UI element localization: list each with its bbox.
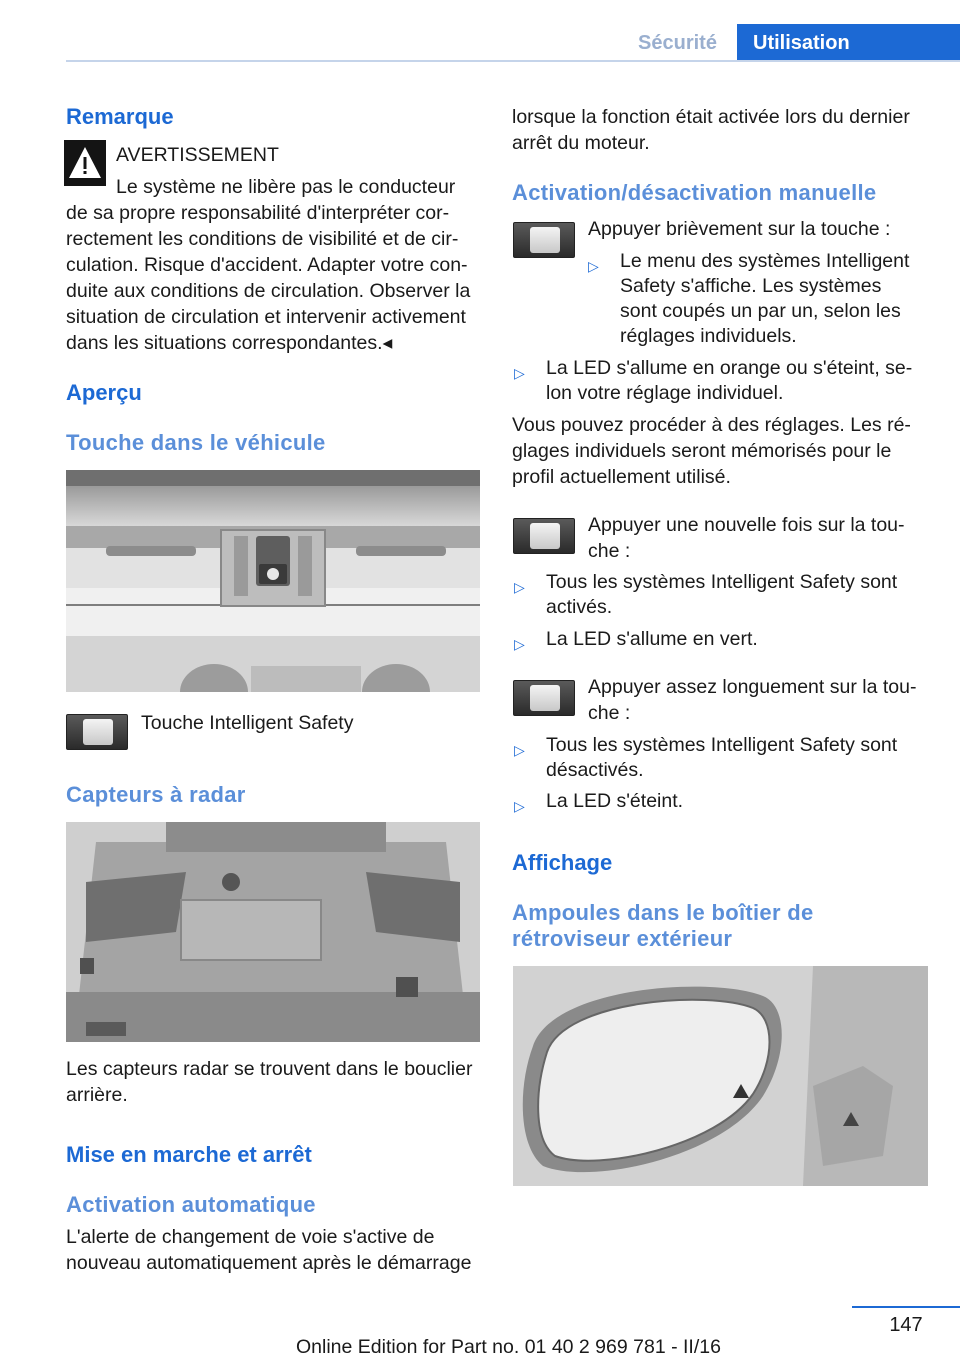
apercu-heading: Aperçu xyxy=(66,380,142,405)
tab-securite[interactable]: Sécurité xyxy=(638,32,717,54)
press-again-text: Appuyer une nouvelle fois sur la tou‐ che : xyxy=(588,514,905,562)
edition-text: Online Edition for Part no. 01 40 2 969 781 - II/16 xyxy=(296,1336,721,1358)
dashboard-vent-image xyxy=(66,470,480,692)
warning-triangle-icon xyxy=(64,140,106,186)
remarque-heading: Remarque xyxy=(66,104,174,129)
mise-heading: Mise en marche et arrêt xyxy=(66,1142,312,1167)
activation-auto-text: L'alerte de changement de voie s'active de nouveau automatiquement après le démarrage xyxy=(66,1226,472,1274)
touche-heading: Touche dans le véhicule xyxy=(66,430,326,455)
press-short-text: Appuyer brièvement sur la touche : xyxy=(588,218,891,240)
bullet-triangle-icon: ▷ xyxy=(514,636,525,652)
touche-caption: Touche Intelligent Safety xyxy=(141,712,354,734)
car-rear-radar-image xyxy=(66,822,480,1042)
ampoules-heading: Ampoules dans le boîtier de rétroviseur extérieur xyxy=(512,900,814,951)
intelligent-safety-button-icon xyxy=(513,222,575,258)
tab-utilisation[interactable]: Utilisation xyxy=(737,24,960,62)
side-mirror-image xyxy=(513,966,928,1186)
warning-text: de sa propre responsabilité d'interpréter cor‐ rectement les conditions de visibilité et de cir‐ culation. Risque d'accident. Adapter votre con‐ duite aux conditions de circulation. Observer la situation de circulation et intervenir activement dans les situations correspondantes.◂ xyxy=(66,202,471,354)
warning-title: AVERTISSEMENT xyxy=(116,144,279,166)
activation-auto-heading: Activation automatique xyxy=(66,1192,316,1217)
bullet-triangle-icon: ▷ xyxy=(588,258,599,274)
page-number: 147 xyxy=(889,1314,923,1336)
intelligent-safety-button-icon xyxy=(513,518,575,554)
bullet-triangle-icon: ▷ xyxy=(514,798,525,814)
bullet-triangle-icon: ▷ xyxy=(514,365,525,381)
bullet-triangle-icon: ▷ xyxy=(514,579,525,595)
bullet-triangle-icon: ▷ xyxy=(514,742,525,758)
intelligent-safety-button-icon xyxy=(513,680,575,716)
reglages-text: Vous pouvez procéder à des réglages. Les ré‐ glages individuels seront mémorisés pour le profil actuellement utilisé. xyxy=(512,414,911,488)
manuel-heading: Activation/désactivation manuelle xyxy=(512,180,877,205)
warning-line: Le système ne libère pas le conducteur xyxy=(116,176,456,198)
header-rule xyxy=(66,60,960,62)
continued-text: lorsque la fonction était activée lors du dernier arrêt du moteur. xyxy=(512,106,910,154)
footer-rule xyxy=(852,1306,960,1308)
capteurs-text: Les capteurs radar se trouvent dans le bouclier arrière. xyxy=(66,1058,473,1106)
affichage-heading: Affichage xyxy=(512,850,613,875)
capteurs-heading: Capteurs à radar xyxy=(66,782,246,807)
intelligent-safety-button-icon xyxy=(66,714,128,750)
press-long-text: Appuyer assez longuement sur la tou‐ che : xyxy=(588,676,917,724)
